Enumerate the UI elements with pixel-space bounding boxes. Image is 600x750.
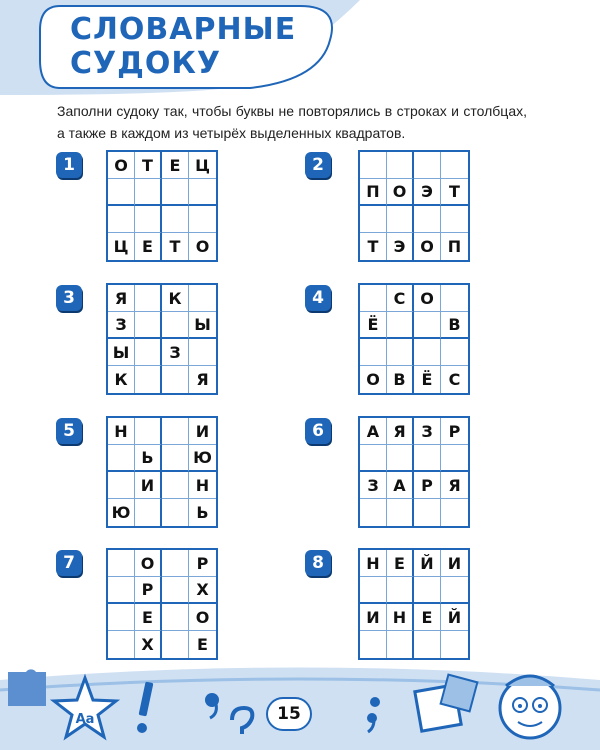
sudoku-cell[interactable] [387, 577, 414, 604]
puzzle-number-5: 5 [56, 418, 82, 444]
sudoku-grid-5 [106, 416, 218, 528]
sudoku-cell[interactable] [441, 206, 468, 233]
sudoku-cell[interactable] [387, 312, 414, 339]
sudoku-cell[interactable]: О [108, 152, 135, 179]
sudoku-cell[interactable]: Н [360, 550, 387, 577]
sudoku-cell[interactable]: Ь [196, 503, 209, 522]
sudoku-cell[interactable]: Э [414, 179, 441, 206]
sudoku-cell[interactable]: Н [387, 604, 414, 631]
sudoku-cell[interactable] [441, 631, 468, 658]
sudoku-cell[interactable] [135, 418, 162, 445]
instructions-text: Заполни судоку так, чтобы буквы не повторялись в строках и столбцах, а также в каждом из четырёх выделенных квадратов. [57, 103, 527, 141]
sudoku-cell[interactable] [189, 179, 216, 206]
sudoku-cell[interactable] [162, 312, 189, 339]
sudoku-cell[interactable]: З [162, 339, 189, 366]
character-illustration-icon [500, 676, 560, 738]
sudoku-cell[interactable] [441, 577, 468, 604]
sudoku-cell[interactable] [360, 206, 387, 233]
sudoku-cell[interactable]: Е [135, 604, 162, 631]
sudoku-cell[interactable]: С [387, 285, 414, 312]
sudoku-cell[interactable] [162, 179, 189, 206]
puzzle-number-3: 3 [56, 285, 82, 311]
sudoku-cell[interactable]: О [195, 237, 210, 256]
puzzle-number-6: 6 [305, 418, 331, 444]
sudoku-cell[interactable] [387, 206, 414, 233]
sudoku-cell[interactable]: Ц [189, 152, 216, 179]
page-title-line1: СЛОВАРНЫЕ [70, 12, 297, 47]
sudoku-cell[interactable]: Н [189, 472, 216, 499]
sudoku-cell[interactable] [135, 499, 162, 526]
sudoku-cell[interactable] [108, 550, 135, 577]
sudoku-cell[interactable] [414, 631, 441, 658]
sudoku-cell[interactable] [441, 152, 468, 179]
sudoku-cell[interactable] [135, 206, 162, 233]
sudoku-cell[interactable] [441, 285, 468, 312]
sudoku-cell[interactable] [441, 445, 468, 472]
sudoku-cell[interactable] [414, 577, 441, 604]
sudoku-cell[interactable] [135, 285, 162, 312]
sudoku-cell[interactable]: Е [135, 233, 162, 260]
sudoku-cell[interactable] [108, 179, 135, 206]
sudoku-cell[interactable]: Я [441, 472, 468, 499]
sudoku-cell[interactable] [162, 472, 189, 499]
puzzle-piece-icon-left [8, 669, 46, 706]
sudoku-cell[interactable]: С [448, 370, 461, 389]
sudoku-cell[interactable]: Я [387, 418, 414, 445]
sudoku-cell[interactable] [189, 285, 216, 312]
sudoku-cell[interactable]: Р [414, 472, 441, 499]
sudoku-cell[interactable] [414, 499, 441, 526]
sudoku-cell[interactable] [162, 577, 189, 604]
sudoku-cell[interactable]: З [360, 472, 387, 499]
sudoku-cell[interactable]: И [360, 604, 387, 631]
sudoku-cell[interactable]: Х [189, 577, 216, 604]
sudoku-cell[interactable] [189, 206, 216, 233]
sudoku-cell[interactable] [387, 499, 414, 526]
sudoku-cell[interactable] [414, 339, 441, 366]
puzzle-number-1: 1 [56, 152, 82, 178]
sudoku-cell[interactable]: А [387, 472, 414, 499]
sudoku-cell[interactable]: Ё [360, 312, 387, 339]
sudoku-cell[interactable]: И [135, 472, 162, 499]
sudoku-cell[interactable] [162, 206, 189, 233]
sudoku-cell[interactable] [162, 499, 189, 526]
sudoku-cell[interactable]: К [108, 366, 135, 393]
sudoku-cell[interactable] [162, 418, 189, 445]
sudoku-cell[interactable]: Т [441, 179, 468, 206]
sudoku-cell[interactable]: Й [414, 550, 441, 577]
sudoku-cell[interactable]: О [135, 550, 162, 577]
sudoku-cell[interactable]: П [447, 237, 462, 256]
sudoku-cell[interactable]: Е [197, 635, 208, 654]
footer-badge-label: Aa [75, 712, 95, 727]
sudoku-cell[interactable] [108, 604, 135, 631]
sudoku-cell[interactable]: Э [387, 233, 414, 260]
page-number: 15 [266, 697, 312, 731]
sudoku-cell[interactable]: Я [108, 285, 135, 312]
sudoku-cell[interactable] [360, 152, 387, 179]
sudoku-cell[interactable] [360, 577, 387, 604]
sudoku-cell[interactable] [441, 339, 468, 366]
sudoku-grid-2 [358, 150, 470, 262]
sudoku-cell[interactable] [162, 445, 189, 472]
sudoku-cell[interactable]: Н [108, 418, 135, 445]
sudoku-cell[interactable]: З [414, 418, 441, 445]
sudoku-cell[interactable]: О [414, 285, 441, 312]
sudoku-cell[interactable] [387, 152, 414, 179]
sudoku-cell[interactable] [360, 499, 387, 526]
sudoku-cell[interactable]: Я [196, 370, 209, 389]
sudoku-cell[interactable] [189, 339, 216, 366]
sudoku-cell[interactable] [360, 445, 387, 472]
sudoku-cell[interactable]: Ю [108, 499, 135, 526]
sudoku-cell[interactable] [360, 631, 387, 658]
puzzle-number-2: 2 [305, 152, 331, 178]
sudoku-cell[interactable]: В [387, 366, 414, 393]
puzzle-number-8: 8 [305, 550, 331, 576]
sudoku-cell[interactable]: Ы [189, 312, 216, 339]
sudoku-cell[interactable]: Ё [414, 366, 441, 393]
sudoku-cell[interactable] [387, 631, 414, 658]
sudoku-cell[interactable]: О [360, 366, 387, 393]
sudoku-cell[interactable]: Р [441, 418, 468, 445]
sudoku-cell[interactable]: Т [162, 233, 189, 260]
sudoku-cell[interactable] [108, 445, 135, 472]
sudoku-cell[interactable] [360, 339, 387, 366]
sudoku-cell[interactable] [414, 445, 441, 472]
sudoku-grid-6 [358, 416, 470, 528]
sudoku-cell[interactable] [108, 206, 135, 233]
sudoku-cell[interactable]: Х [135, 631, 162, 658]
page-title-line2: СУДОКУ [70, 46, 222, 81]
sudoku-cell[interactable]: О [414, 233, 441, 260]
sudoku-cell[interactable]: Е [414, 604, 441, 631]
sudoku-cell[interactable] [108, 577, 135, 604]
puzzle-number-4: 4 [305, 285, 331, 311]
sudoku-grid-1 [106, 150, 218, 262]
sudoku-cell[interactable]: Е [387, 550, 414, 577]
sudoku-cell[interactable] [387, 339, 414, 366]
sudoku-grid-8 [358, 548, 470, 660]
sudoku-cell[interactable] [162, 631, 189, 658]
sudoku-cell[interactable]: Р [189, 550, 216, 577]
sudoku-cell[interactable] [135, 339, 162, 366]
sudoku-cell[interactable]: П [360, 179, 387, 206]
sudoku-cell[interactable]: Ю [189, 445, 216, 472]
sudoku-cell[interactable] [414, 312, 441, 339]
sudoku-cell[interactable]: О [189, 604, 216, 631]
sudoku-cell[interactable] [387, 445, 414, 472]
sudoku-cell[interactable]: В [441, 312, 468, 339]
sudoku-cell[interactable]: Т [135, 152, 162, 179]
sudoku-cell[interactable]: Е [162, 152, 189, 179]
sudoku-cell[interactable] [135, 312, 162, 339]
sudoku-cell[interactable]: Р [135, 577, 162, 604]
sudoku-cell[interactable]: Ы [108, 339, 135, 366]
sudoku-cell[interactable]: И [189, 418, 216, 445]
sudoku-cell[interactable] [108, 631, 135, 658]
sudoku-cell[interactable]: А [360, 418, 387, 445]
sudoku-cell[interactable]: Ь [135, 445, 162, 472]
sudoku-cell[interactable]: К [162, 285, 189, 312]
sudoku-cell[interactable]: З [108, 312, 135, 339]
sudoku-cell[interactable] [360, 285, 387, 312]
sudoku-cell[interactable]: О [387, 179, 414, 206]
sudoku-grid-4 [358, 283, 470, 395]
sudoku-cell[interactable] [162, 366, 189, 393]
sudoku-cell[interactable]: Й [441, 604, 468, 631]
sudoku-cell[interactable] [135, 179, 162, 206]
sudoku-grid-7 [106, 548, 218, 660]
sudoku-cell[interactable]: И [441, 550, 468, 577]
sudoku-cell[interactable]: Ц [108, 233, 135, 260]
sudoku-cell[interactable] [108, 472, 135, 499]
sudoku-grid-3 [106, 283, 218, 395]
sudoku-cell[interactable] [414, 152, 441, 179]
sudoku-cell[interactable]: Т [360, 233, 387, 260]
sudoku-cell[interactable] [414, 206, 441, 233]
puzzle-number-7: 7 [56, 550, 82, 576]
sudoku-cell[interactable] [441, 499, 468, 526]
sudoku-cell[interactable] [162, 550, 189, 577]
sudoku-cell[interactable] [162, 604, 189, 631]
sudoku-cell[interactable] [135, 366, 162, 393]
